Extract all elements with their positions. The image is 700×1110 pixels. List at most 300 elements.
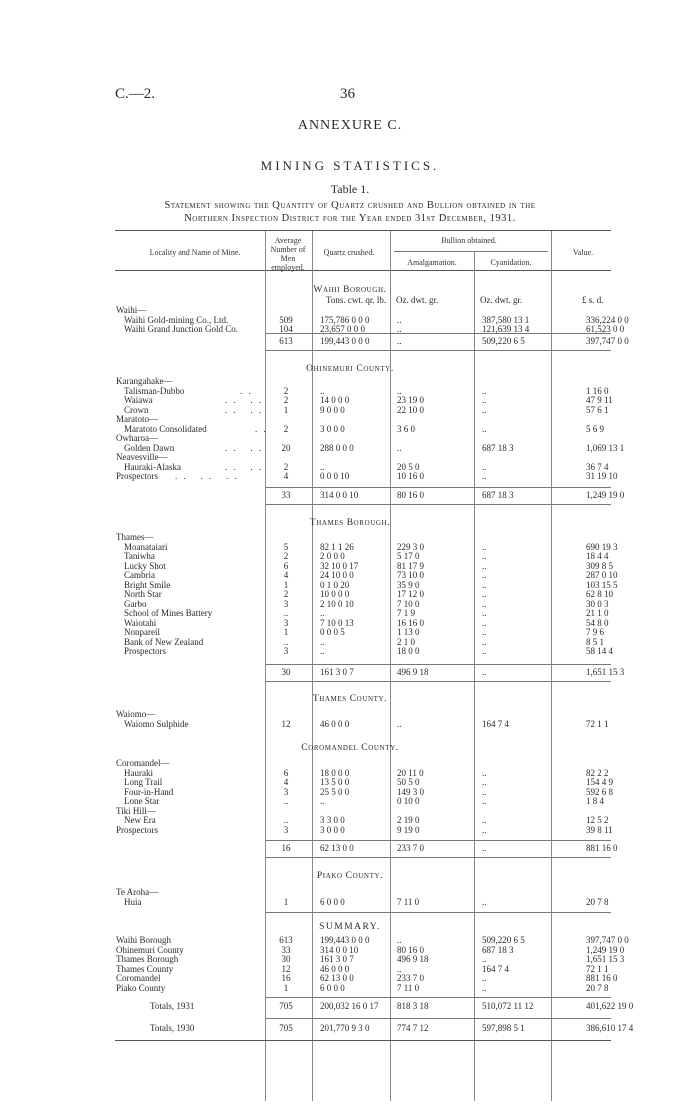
total-quartz: 199,443 0 0 0 bbox=[320, 336, 370, 346]
row-amal: 20 11 0 bbox=[397, 767, 424, 778]
row-value: 61,523 0 0 bbox=[586, 324, 625, 334]
row-cyan: .. bbox=[482, 404, 487, 415]
units-value: £ s. d. bbox=[582, 295, 604, 305]
row-value: 287 0 10 bbox=[586, 570, 618, 580]
waihi-rows bbox=[0, 306, 700, 335]
table-row: Prospectors . . . . . . 4 0 0 0 10 10 16 0 .. 31 19 10 bbox=[116, 471, 618, 481]
piako-rows bbox=[0, 888, 700, 907]
row-quartz: 82 1 1 26 bbox=[320, 541, 354, 552]
row-quartz: .. bbox=[320, 636, 325, 647]
row-men: 1 bbox=[283, 404, 289, 415]
table-row: Hauraki-Alaska . . . . 2 .. 20 5 0 .. 36 7 4 bbox=[124, 461, 609, 472]
row-amal: 18 0 0 bbox=[397, 646, 420, 656]
total-value: 386,610 17 4 bbox=[586, 1023, 634, 1033]
row-quartz: .. bbox=[320, 461, 325, 472]
row-men: 16 bbox=[281, 973, 291, 983]
row-value: 8 5 1 bbox=[586, 636, 604, 647]
total-row bbox=[0, 491, 700, 501]
row-cyan: .. bbox=[482, 471, 487, 481]
row-name: Long Trail bbox=[124, 777, 163, 787]
row-value: 18 4 4 bbox=[586, 551, 609, 561]
row-cyan: .. bbox=[482, 423, 487, 434]
bullion-subrule bbox=[394, 251, 548, 252]
thames-borough-total bbox=[0, 668, 700, 678]
row-quartz: 314 0 0 10 bbox=[320, 944, 359, 955]
total-rule bbox=[266, 333, 611, 334]
table-row bbox=[0, 797, 700, 807]
col-value: Value. bbox=[572, 248, 594, 257]
row-men: 3 bbox=[283, 598, 289, 609]
row-men: 3 bbox=[283, 617, 289, 628]
row-men: 2 bbox=[283, 423, 289, 434]
row-men: 4 bbox=[283, 570, 289, 580]
total-rule-bottom bbox=[266, 681, 611, 682]
row-cyan: 687 18 3 bbox=[482, 944, 514, 955]
row-amal: 73 10 0 bbox=[397, 570, 424, 580]
row-amal: 35 9 0 bbox=[397, 579, 420, 590]
row-amal: .. bbox=[397, 963, 402, 974]
row-cyan: .. bbox=[482, 777, 487, 787]
total-men: 613 bbox=[279, 336, 293, 346]
row-amal: .. bbox=[397, 385, 402, 396]
totals-1931 bbox=[0, 1002, 700, 1012]
row-men: 12 bbox=[281, 963, 291, 974]
row-men: .. bbox=[283, 608, 289, 618]
row-amal: .. bbox=[397, 442, 402, 453]
col-men: Average Number of Men employed. bbox=[270, 236, 306, 272]
row-name: Coromandel— bbox=[116, 758, 170, 768]
row-quartz: 24 10 0 0 bbox=[320, 570, 354, 580]
row-amal: 229 3 0 bbox=[397, 541, 424, 552]
row-name: Neavesville— bbox=[116, 452, 168, 462]
units-quartz: Tons. cwt. qr. lb. bbox=[326, 295, 387, 305]
row-value: 1,249 19 0 bbox=[586, 944, 625, 955]
row-men: 12 bbox=[281, 718, 291, 729]
row-name: Karangahake— bbox=[116, 376, 173, 386]
row-quartz: 199,443 0 0 0 bbox=[320, 935, 370, 945]
row-amal: .. bbox=[397, 718, 402, 729]
thames-county-rows bbox=[0, 710, 700, 729]
row-men: 1 bbox=[283, 982, 289, 993]
row-name: Nonpareil bbox=[124, 627, 160, 637]
row-men: .. bbox=[283, 796, 289, 806]
row-name: Lucky Shot bbox=[124, 560, 166, 571]
ohinemuri-rows bbox=[0, 377, 700, 482]
row-name: Huia bbox=[124, 896, 142, 907]
row-cyan: .. bbox=[482, 541, 487, 552]
total-amal: 496 9 18 bbox=[397, 667, 429, 677]
total-value: 881 16 0 bbox=[586, 843, 618, 853]
row-cyan: .. bbox=[482, 786, 487, 797]
total-men: 33 bbox=[281, 490, 291, 500]
row-quartz: 0 0 0 5 bbox=[320, 627, 345, 637]
total-rule bbox=[266, 664, 611, 665]
row-cyan: 164 7 4 bbox=[482, 963, 509, 974]
row-value: 12 5 2 bbox=[586, 815, 609, 825]
header-bottom-rule bbox=[115, 270, 611, 271]
row-quartz: 14 0 0 0 bbox=[320, 395, 350, 405]
total-men: 705 bbox=[279, 1001, 293, 1011]
row-name: Lone Star bbox=[124, 796, 160, 806]
row-value: 592 6 8 bbox=[586, 786, 613, 797]
total-cyan: 687 18 3 bbox=[482, 490, 514, 500]
row-amal: 2 1 0 bbox=[397, 636, 415, 647]
table-row bbox=[0, 720, 700, 730]
table-row: Crown . . . . 1 9 0 0 0 22 10 0 .. 57 6 1 bbox=[124, 404, 609, 415]
row-men: 2 bbox=[283, 395, 289, 405]
total-men: 16 bbox=[281, 843, 291, 853]
total-quartz: 200,032 16 0 17 bbox=[320, 1001, 379, 1011]
row-value: 39 8 11 bbox=[586, 824, 613, 835]
row-name: Waiotahi bbox=[124, 617, 157, 628]
total-men: 705 bbox=[279, 1023, 293, 1033]
total-row bbox=[0, 844, 700, 854]
col-bullion: Bullion obtained. bbox=[441, 236, 497, 245]
total-amal: 774 7 12 bbox=[397, 1023, 429, 1033]
row-name: Waiawa bbox=[124, 395, 153, 405]
row-value: 336,224 0 0 bbox=[586, 314, 629, 325]
total-rule-bottom bbox=[266, 504, 611, 505]
coromandel-rows bbox=[0, 759, 700, 835]
table-row: Talisman-Dubbo . . 2 .. .. .. 1 16 0 bbox=[124, 385, 609, 396]
row-men: 1 bbox=[283, 627, 289, 637]
row-name: Crown bbox=[124, 404, 149, 415]
row-value: 1 16 0 bbox=[586, 385, 609, 396]
row-amal: 7 1 9 bbox=[397, 608, 415, 618]
row-name: Waiomo Sulphide bbox=[124, 718, 189, 729]
row-men: 33 bbox=[281, 944, 291, 955]
row-quartz: 46 0 0 0 bbox=[320, 718, 350, 729]
row-amal: 7 11 0 bbox=[397, 896, 420, 907]
row-cyan: .. bbox=[482, 982, 487, 993]
row-cyan: .. bbox=[482, 589, 487, 599]
total-rule bbox=[266, 840, 611, 841]
row-men: 2 bbox=[283, 385, 289, 396]
row-cyan: 121,639 13 4 bbox=[482, 324, 530, 334]
row-men: 613 bbox=[279, 935, 293, 945]
row-cyan: .. bbox=[482, 815, 487, 825]
row-name: Ohinemuri County bbox=[116, 944, 184, 955]
total-men: 30 bbox=[281, 667, 291, 677]
section-title-ohinemuri: Ohinemuri County. bbox=[306, 364, 394, 374]
row-quartz: 25 5 0 0 bbox=[320, 786, 350, 797]
row-value: 1,069 13 1 bbox=[586, 442, 625, 453]
row-quartz: 46 0 0 0 bbox=[320, 963, 350, 974]
table-row: Golden Dawn . . . . 20 288 0 0 0 .. 687 18 3 1,069 13 1 bbox=[124, 442, 625, 453]
total-value: 1,651 15 3 bbox=[586, 667, 625, 677]
row-cyan: .. bbox=[482, 973, 487, 983]
section-title-coromandel: Coromandel County. bbox=[301, 743, 399, 753]
row-men: .. bbox=[283, 815, 289, 825]
totals-label: Totals, 1930 bbox=[150, 1023, 195, 1033]
row-amal: 50 5 0 bbox=[397, 777, 420, 787]
row-amal: 22 10 0 bbox=[397, 404, 424, 415]
table-row: Waiawa . . . . 2 14 0 0 0 23 19 0 .. 47 9 11 bbox=[124, 395, 613, 405]
total-rule-bottom bbox=[266, 350, 611, 351]
row-name: Te Aroha— bbox=[116, 887, 159, 897]
row-name: Cambria bbox=[124, 570, 155, 580]
row-name: Talisman-Dubbo bbox=[124, 385, 185, 396]
total-value: 397,747 0 0 bbox=[586, 336, 629, 346]
row-cyan: .. bbox=[482, 385, 487, 396]
col-cyanidation: Cyanidation. bbox=[490, 258, 532, 267]
total-cyan: 510,072 11 12 bbox=[482, 1001, 534, 1011]
row-quartz: 23,657 0 0 0 bbox=[320, 324, 365, 334]
total-row bbox=[0, 1002, 700, 1012]
row-name: Moanataiari bbox=[124, 541, 168, 552]
row-name: Four-in-Hand bbox=[124, 786, 174, 797]
row-cyan: .. bbox=[482, 627, 487, 637]
row-quartz: .. bbox=[320, 646, 325, 656]
row-value: 47 9 11 bbox=[586, 395, 613, 405]
row-men: 6 bbox=[283, 767, 289, 778]
row-cyan: .. bbox=[482, 636, 487, 647]
row-amal: 1 13 0 bbox=[397, 627, 420, 637]
total-rule bbox=[266, 487, 611, 488]
totals-label: Totals, 1931 bbox=[150, 1001, 195, 1011]
summary-rows bbox=[0, 936, 700, 993]
total-row bbox=[0, 1024, 700, 1034]
total-row bbox=[0, 337, 700, 347]
total-quartz: 62 13 0 0 bbox=[320, 843, 354, 853]
row-quartz: .. bbox=[320, 796, 325, 806]
row-value: 57 6 1 bbox=[586, 404, 609, 415]
thames-borough-rows bbox=[0, 533, 700, 657]
section-title-waihi: Waihi Borough. bbox=[313, 285, 387, 295]
row-quartz: 0 1 0 20 bbox=[320, 579, 350, 590]
row-amal: 7 10 0 bbox=[397, 598, 420, 609]
row-name: Thames— bbox=[116, 532, 154, 542]
total-cyan: .. bbox=[482, 667, 487, 677]
row-cyan: .. bbox=[482, 954, 487, 964]
row-amal: 149 3 0 bbox=[397, 786, 424, 797]
table-bottom-rule bbox=[115, 1040, 611, 1041]
row-quartz: .. bbox=[320, 608, 325, 618]
row-quartz: 9 0 0 0 bbox=[320, 404, 345, 415]
row-quartz: 2 0 0 0 bbox=[320, 551, 345, 561]
row-amal: .. bbox=[397, 935, 402, 945]
row-amal: 7 11 0 bbox=[397, 982, 420, 993]
row-cyan: .. bbox=[482, 617, 487, 628]
row-value: 72 1 1 bbox=[586, 963, 609, 974]
row-name: Waihi— bbox=[116, 305, 147, 315]
total-amal: 233 7 0 bbox=[397, 843, 424, 853]
row-cyan: 687 18 3 bbox=[482, 442, 514, 453]
section-title-summary: SUMMARY. bbox=[319, 922, 381, 932]
row-name: Maratoto Consolidated bbox=[124, 423, 207, 434]
summary-total-rule bbox=[266, 997, 611, 998]
row-value: 82 2 2 bbox=[586, 767, 609, 778]
row-cyan: .. bbox=[482, 579, 487, 590]
main-heading: MINING STATISTICS. bbox=[260, 158, 440, 173]
summary-total-rule-2 bbox=[266, 1018, 611, 1019]
row-men: 2 bbox=[283, 461, 289, 472]
total-cyan: .. bbox=[482, 843, 487, 853]
total-quartz: 314 0 0 10 bbox=[320, 490, 359, 500]
row-name: Prospectors bbox=[116, 824, 158, 835]
row-men: 509 bbox=[279, 314, 293, 325]
section-rule bbox=[266, 912, 611, 913]
row-cyan: .. bbox=[482, 608, 487, 618]
units-cyan: Oz. dwt. gr. bbox=[480, 295, 523, 305]
row-value: 1 8 4 bbox=[586, 796, 604, 806]
row-name: Thames County bbox=[116, 963, 174, 974]
row-quartz: 175,786 0 0 0 bbox=[320, 314, 370, 325]
row-value: 36 7 4 bbox=[586, 461, 609, 472]
row-name: New Era bbox=[124, 815, 156, 825]
row-quartz: 6 0 0 0 bbox=[320, 896, 345, 907]
row-value: 1,651 15 3 bbox=[586, 954, 625, 964]
row-cyan: .. bbox=[482, 824, 487, 835]
row-value: 31 19 10 bbox=[586, 471, 618, 481]
row-name: Prospectors bbox=[116, 471, 158, 481]
annexure-title: ANNEXURE C. bbox=[297, 118, 403, 133]
col-quartz: Quartz crushed. bbox=[323, 248, 375, 257]
row-men: 1 bbox=[283, 896, 289, 907]
col-locality: Locality and Name of Mine. bbox=[149, 248, 241, 257]
row-men: 3 bbox=[283, 646, 289, 656]
row-name: Golden Dawn bbox=[124, 442, 175, 453]
row-name: Garbo bbox=[124, 598, 147, 609]
row-name: Waihi Grand Junction Gold Co. bbox=[124, 324, 239, 334]
row-cyan: .. bbox=[482, 767, 487, 778]
row-quartz: 10 0 0 0 bbox=[320, 589, 350, 599]
row-amal: 10 16 0 bbox=[397, 471, 424, 481]
row-amal: 17 12 0 bbox=[397, 589, 424, 599]
row-amal: 81 17 9 bbox=[397, 560, 424, 571]
row-men: 1 bbox=[283, 579, 289, 590]
row-name: Waihi Borough bbox=[116, 935, 172, 945]
row-value: 309 8 5 bbox=[586, 560, 613, 571]
row-amal: 9 19 0 bbox=[397, 824, 420, 835]
total-amal: .. bbox=[397, 336, 402, 346]
row-value: 103 15 5 bbox=[586, 579, 618, 590]
ohinemuri-total bbox=[0, 491, 700, 501]
row-name: North Star bbox=[124, 589, 162, 599]
row-value: 62 8 10 bbox=[586, 589, 613, 599]
row-quartz: 2 10 0 10 bbox=[320, 598, 354, 609]
row-value: 7 9 6 bbox=[586, 627, 604, 637]
total-value: 401,622 19 0 bbox=[586, 1001, 634, 1011]
row-cyan: .. bbox=[482, 551, 487, 561]
row-amal: 20 5 0 bbox=[397, 461, 420, 472]
row-name: Bank of New Zealand bbox=[124, 636, 204, 647]
row-cyan: 509,220 6 5 bbox=[482, 935, 525, 945]
row-name: Owharoa— bbox=[116, 433, 158, 443]
row-value: 58 14 4 bbox=[586, 646, 613, 656]
row-amal: 16 16 0 bbox=[397, 617, 424, 628]
section-title-thames-county: Thames County. bbox=[312, 694, 388, 704]
row-value: 20 7 8 bbox=[586, 982, 609, 993]
row-amal: 2 19 0 bbox=[397, 815, 420, 825]
page-number: 36 bbox=[340, 86, 355, 102]
row-quartz: .. bbox=[320, 385, 325, 396]
row-name: Piako County bbox=[116, 982, 166, 993]
total-rule-bottom bbox=[266, 857, 611, 858]
row-men: 3 bbox=[283, 824, 289, 835]
row-name: Maratoto— bbox=[116, 414, 158, 424]
row-name: Hauraki-Alaska bbox=[124, 461, 181, 472]
row-amal: 23 19 0 bbox=[397, 395, 424, 405]
table-title: Table 1. bbox=[330, 182, 370, 196]
row-name: Waiomo— bbox=[116, 709, 156, 719]
section-title-thames-borough: Thames Borough. bbox=[309, 518, 391, 528]
row-quartz: 62 13 0 0 bbox=[320, 973, 354, 983]
row-cyan: .. bbox=[482, 598, 487, 609]
row-men: 104 bbox=[279, 324, 293, 334]
row-value: 154 4 9 bbox=[586, 777, 613, 787]
row-cyan: 387,580 13 1 bbox=[482, 314, 530, 325]
total-quartz: 161 3 0 7 bbox=[320, 667, 354, 677]
row-value: 30 0 3 bbox=[586, 598, 609, 609]
row-cyan: .. bbox=[482, 570, 487, 580]
row-men: 4 bbox=[283, 471, 289, 481]
row-men: 4 bbox=[283, 777, 289, 787]
total-cyan: 597,898 5 1 bbox=[482, 1023, 525, 1033]
row-quartz: 0 0 0 10 bbox=[320, 471, 350, 481]
row-cyan: .. bbox=[482, 560, 487, 571]
total-quartz: 201,770 9 3 0 bbox=[320, 1023, 370, 1033]
row-quartz: 6 0 0 0 bbox=[320, 982, 345, 993]
row-amal: 233 7 0 bbox=[397, 973, 424, 983]
row-value: 397,747 0 0 bbox=[586, 935, 629, 945]
table-top-rule bbox=[115, 230, 611, 231]
row-quartz: 161 3 0 7 bbox=[320, 954, 354, 964]
total-row bbox=[0, 668, 700, 678]
row-cyan: .. bbox=[482, 796, 487, 806]
row-quartz: 3 0 0 0 bbox=[320, 824, 345, 835]
row-amal: 496 9 18 bbox=[397, 954, 429, 964]
row-quartz: 13 5 0 0 bbox=[320, 777, 350, 787]
row-name: Tiki Hill— bbox=[116, 805, 156, 816]
document-reference: C.—2. bbox=[115, 86, 156, 102]
row-value: 690 19 3 bbox=[586, 541, 618, 552]
table-row bbox=[0, 984, 700, 994]
total-amal: 818 3 18 bbox=[397, 1001, 429, 1011]
row-men: 3 bbox=[283, 786, 289, 797]
row-men: 2 bbox=[283, 589, 289, 599]
row-amal: .. bbox=[397, 314, 402, 325]
row-quartz: 18 0 0 0 bbox=[320, 767, 350, 778]
row-value: 20 7 8 bbox=[586, 896, 609, 907]
row-value: 5 6 9 bbox=[586, 423, 604, 434]
row-value: 881 16 0 bbox=[586, 973, 618, 983]
row-cyan: .. bbox=[482, 461, 487, 472]
section-title-piako: Piako County. bbox=[316, 871, 384, 881]
total-cyan: 509,220 6 5 bbox=[482, 336, 525, 346]
row-cyan: .. bbox=[482, 896, 487, 907]
row-quartz: 7 10 0 13 bbox=[320, 617, 354, 628]
row-name: Coromandel bbox=[116, 973, 161, 983]
row-amal: 5 17 0 bbox=[397, 551, 420, 561]
row-quartz: 3 0 0 0 bbox=[320, 423, 345, 434]
table-row bbox=[0, 898, 700, 908]
row-quartz: 3 3 0 0 bbox=[320, 815, 345, 825]
coromandel-total bbox=[0, 844, 700, 854]
table-row bbox=[0, 826, 700, 836]
row-cyan: 164 7 4 bbox=[482, 718, 509, 729]
row-name: Hauraki bbox=[124, 767, 153, 778]
row-value: 54 8 0 bbox=[586, 617, 609, 628]
row-men: .. bbox=[283, 636, 289, 647]
row-amal: 0 10 0 bbox=[397, 796, 420, 806]
units-amal: Oz. dwt. gr. bbox=[396, 295, 439, 305]
row-name: Thames Borough bbox=[116, 954, 179, 964]
total-amal: 80 16 0 bbox=[397, 490, 424, 500]
row-name: Bright Smile bbox=[124, 579, 171, 590]
row-men: 6 bbox=[283, 560, 289, 571]
table-row: Maratoto Consolidated . . 2 3 0 0 0 3 6 0 .. 5 6 9 bbox=[124, 423, 604, 434]
